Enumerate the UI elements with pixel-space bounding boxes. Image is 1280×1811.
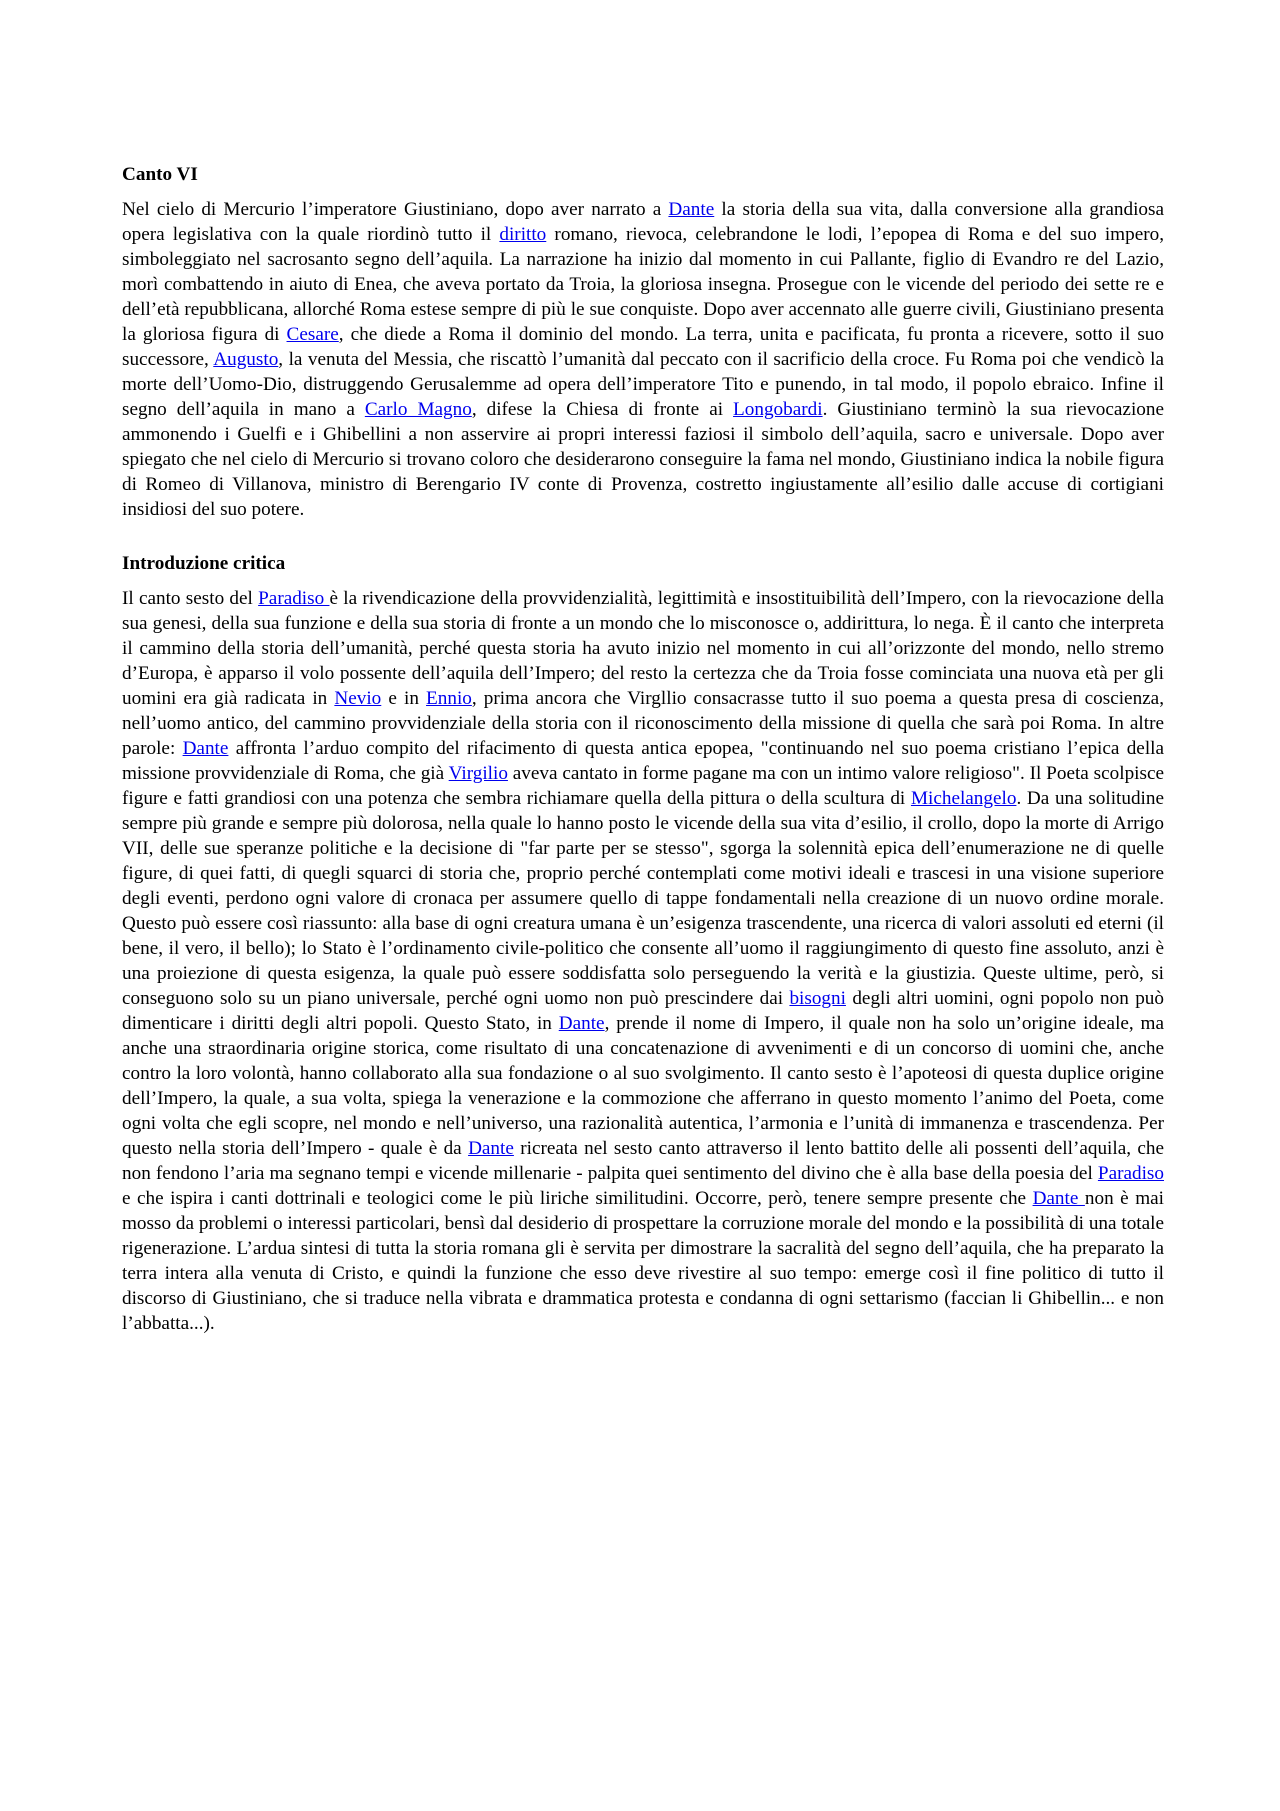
- link-ennio[interactable]: Ennio: [426, 688, 472, 709]
- link-michelangelo[interactable]: Michelangelo: [910, 788, 1017, 809]
- text-run: , prima ancora che Virgllio consacrasse tutto il suo poema a questa presa di coscienza, nell’uomo antico, del cammino provvidenziale della storia con il riconoscimento della missione di quella che sarà poi Roma. In altre parole:: [122, 688, 1164, 759]
- link-dante[interactable]: Dante: [468, 1138, 514, 1159]
- link-cesare[interactable]: Cesare: [286, 324, 339, 345]
- text-run: degli altri uomini, ogni popolo non può dimenticare i diritti degli altri popoli. Questo Stato, in: [122, 988, 1164, 1034]
- text-run: Nel cielo di Mercurio l’imperatore Giustiniano, dopo aver narrato a: [122, 199, 669, 220]
- text-run: affronta l’arduo compito del rifacimento di questa antica epopea, "continuando nel suo poema cristiano l’epica della missione provvidenziale di Roma, che già: [122, 738, 1165, 784]
- text-run: , difese la Chiesa di fronte ai: [471, 399, 734, 420]
- text-run: e che ispira i canti dottrinali e teologici come le più liriche similitudini. Occorre, però, tenere sempre presente che: [122, 1188, 1033, 1209]
- link-longobardi[interactable]: Longobardi: [733, 399, 823, 420]
- text-run: ricreata nel sesto canto attraverso il lento battito delle ali possenti dell’aquila, che non fendono l’aria ma segnano tempi e vicende millenarie - palpita quei sentimento del divino che è alla base della poesia del: [122, 1138, 1165, 1184]
- link-paradiso[interactable]: Paradiso: [258, 588, 330, 609]
- link-nevio[interactable]: Nevio: [334, 688, 382, 709]
- text-run: , che diede a Roma il dominio del mondo. La terra, unita e pacificata, fu pronta a ricevere, sotto il suo successore,: [122, 324, 1164, 370]
- section-title-introduzione: Introduzione critica: [122, 553, 286, 574]
- paragraph-critica: [122, 586, 1164, 1336]
- link-dante[interactable]: Dante: [1032, 1188, 1085, 1209]
- text-run: è la rivendicazione della provvidenzialità, legittimità e insostituibilità dell’Impero, con la rievocazione della sua genesi, della sua funzione e della sua storia di fronte a un mondo che lo misconosce o, addirittura, lo nega. È il canto che interpreta il cammino della storia dell’umanità, perché questa storia ha avuto inizio nel momento in cui all’orizzonte del mondo, nello stremo d’Europa, è apparso il volo possente dell’aquila dell’Impero; del resto la certezza che da Troia fosse cominciata una nuova età per gli uomini era già radicata in: [122, 588, 1164, 709]
- paragraph-summary: [122, 197, 1164, 522]
- text-run: , prende il nome di Impero, il quale non ha solo un’origine ideale, ma anche una straordinaria origine storica, come risultato di una concatenazione di avvenimenti e di un concorso di uomini che, anche contro la loro volontà, hanno collaborato alla sua fondazione o al suo svolgimento. Il canto sesto è l’apoteosi di questa duplice origine dell’Impero, la quale, a sua volta, spiega la venerazione e la commozione che afferrano in questo momento l’animo del Poeta, come ogni volta che egli scopre, nel mondo e nell’universo, una razionalità autentica, l’armonia e l’unità di immanenza e trascendenza. Per questo nella storia dell’Impero - quale è da: [122, 1013, 1164, 1159]
- text-run: . Giustiniano terminò la sua rievocazione ammonendo i Guelfi e i Ghibellini a non asservire ai propri interessi faziosi il simbolo dell’aquila, sacro e universale. Dopo aver spiegato che nel cielo di Mercurio si trovano coloro che desiderarono conseguire la fama nel mondo, Giustiniano indica la nobile figura di Romeo di Villanova, ministro di Berengario IV conte di Provenza, costretto ingiustamente all’esilio dalle accuse di cortigiani insidiosi del suo potere.: [122, 399, 1164, 520]
- text-run: Il canto sesto del: [122, 588, 259, 609]
- text-run: non è mai mosso da problemi o interessi particolari, bensì dal desiderio di prospettare la corruzione morale del mondo e la possibilità di una totale rigenerazione. L’ardua sintesi di tutta la storia romana gli è servita per dimostrare la sacralità del segno dell’aquila, che ha preparato la terra intera alla venuta di Cristo, e quindi la funzione che esso deve rivestire al suo tempo: emerge così il fine politico di tutto il discorso di Giustiniano, che si traduce nella vibrata e drammatica protesta e condanna di ogni settarismo (faccian li Ghibellin... e non l’abbatta...).: [122, 1188, 1164, 1334]
- link-carlo-magno[interactable]: Carlo Magno: [364, 399, 472, 420]
- link-dante[interactable]: Dante: [668, 199, 715, 220]
- link-diritto[interactable]: diritto: [499, 224, 547, 245]
- document-page: [122, 162, 1164, 1336]
- text-run: , la venuta del Messia, che riscattò l’umanità dal peccato con il sacrificio della croce. Fu Roma poi che vendicò la morte dell’Uomo-Dio, distruggendo Gerusalemme ad opera dell’imperatore Tito e punendo, in tal modo, il popolo ebraico. Infine il segno dell’aquila in mano a: [122, 349, 1165, 420]
- text-run: aveva cantato in forme pagane ma con un intimo valore religioso". Il Poeta scolpisce figure e fatti grandiosi con una potenza che sembra richiamare quella della pittura o della scultura di: [122, 763, 1164, 809]
- text-run: e in: [381, 688, 427, 709]
- link-virgilio[interactable]: Virgilio: [448, 763, 508, 784]
- link-paradiso[interactable]: Paradiso: [1097, 1163, 1164, 1184]
- text-run: romano, rievoca, celebrandone le lodi, l’epopea di Roma e del suo impero, simboleggiato nel sacrosanto segno dell’aquila. La narrazione ha inizio dal momento in cui Pallante, figlio di Evandro re del Lazio, morì combattendo in aiuto di Enea, che aveva portato da Troia, la gloriosa insegna. Prosegue con le vicende del periodo dei sette re e dell’età repubblicana, allorché Roma estese sempre di più le sue conquiste. Dopo aver accennato alle guerre civili, Giustiniano presenta la gloriosa figura di: [122, 224, 1164, 345]
- text-run: . Da una solitudine sempre più grande e sempre più dolorosa, nella quale lo hanno posto le vicende della sua vita d’esilio, il crollo, dopo la morte di Arrigo VII, delle sue speranze politiche e la decisione di "far parte per se stesso", sgorga la solennità epica dell’enumerazione ne di quelle figure, di quei fatti, di quegli squarci di storia che, proprio perché contemplati come motivi ideali e trascesi in una visione superiore degli eventi, perdono ogni valore di cronaca per assumere quello di tappe fondamentali nella creazione di un nuovo ordine morale. Questo può essere così riassunto: alla base di ogni creatura umana è un’esigenza trascendente, una ricerca di valori assoluti ed eterni (il bene, il vero, il bello); lo Stato è l’ordinamento civile-politico che consente all’uomo il raggiungimento di questo fine assoluto, anzi è una proiezione di questa esigenza, la quale può essere soddisfatta solo perseguendo la verità e la giustizia. Queste ultime, però, si conseguono solo su un piano universale, perché ogni uomo non può prescindere dai: [122, 788, 1164, 1009]
- text-run: la storia della sua vita, dalla conversione alla grandiosa opera legislativa con la quale riordinò tutto il: [122, 199, 1164, 245]
- section-title-canto: Canto VI: [122, 164, 198, 185]
- link-dante[interactable]: Dante: [182, 738, 229, 759]
- link-augusto[interactable]: Augusto: [213, 349, 279, 370]
- link-dante[interactable]: Dante: [558, 1013, 605, 1034]
- link-bisogni[interactable]: bisogni: [789, 988, 846, 1009]
